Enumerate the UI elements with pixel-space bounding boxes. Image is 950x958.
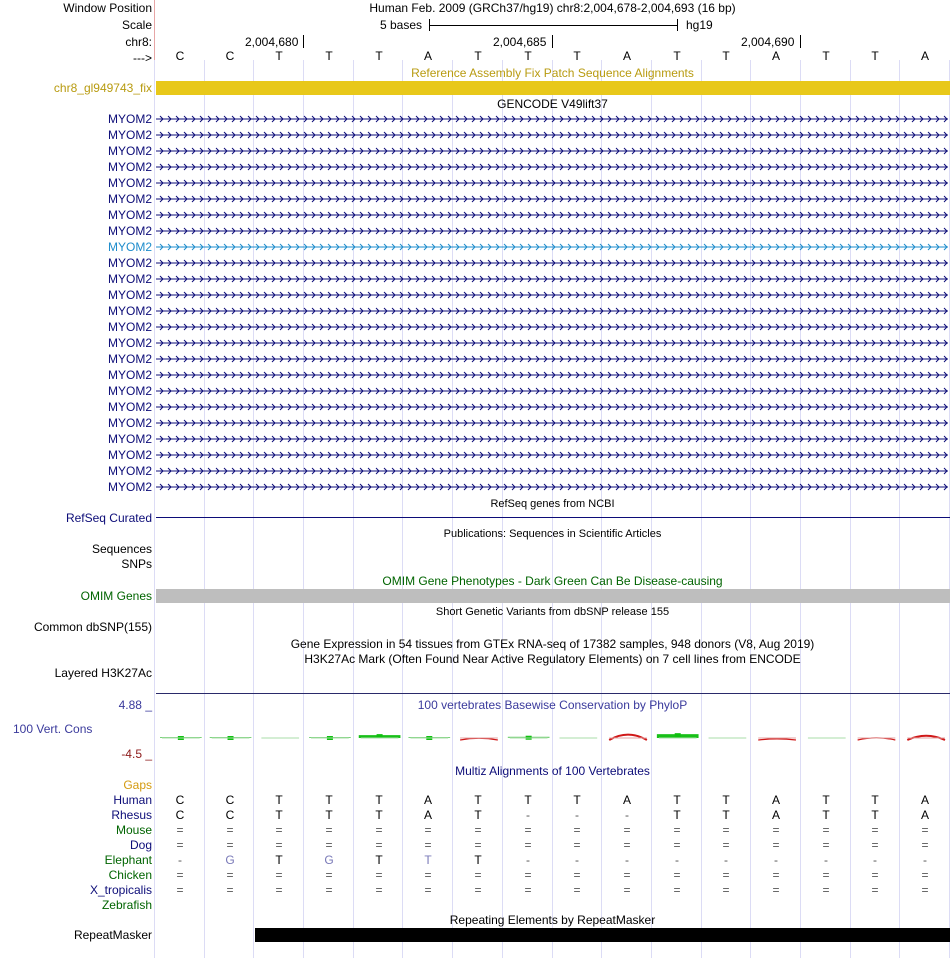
multiz-species-label[interactable]: Human (113, 793, 152, 807)
multiz-title[interactable]: Multiz Alignments of 100 Vertebrates (455, 764, 650, 778)
multiz-base: - (873, 853, 877, 867)
gencode-gene-line[interactable] (156, 387, 948, 395)
multiz-species-label[interactable]: Elephant (104, 853, 152, 867)
multiz-species-label[interactable]: Zebrafish (101, 898, 152, 912)
multiz-base: = (623, 868, 631, 882)
multiz-base: = (722, 838, 730, 852)
multiz-base: A (622, 793, 631, 807)
multiz-base: = (573, 838, 581, 852)
h3k27ac-label[interactable]: Layered H3K27Ac (54, 666, 152, 680)
multiz-base: - (575, 808, 579, 822)
gencode-gene-label[interactable]: MYOM2 (107, 400, 152, 414)
multiz-base: = (871, 868, 879, 882)
phylop-title[interactable]: 100 vertebrates Basewise Conservation by PhyloP (417, 698, 688, 712)
multiz-base: = (673, 838, 681, 852)
multiz-base: = (772, 868, 780, 882)
multiz-species-label[interactable]: Rhesus (111, 808, 152, 822)
tick-label: 2,004,690 (741, 35, 795, 49)
multiz-base: - (675, 853, 679, 867)
gencode-gene-line[interactable] (156, 403, 948, 411)
multiz-base: - (625, 808, 629, 822)
chrom-label: chr8: (125, 35, 152, 49)
multiz-base: A (771, 808, 780, 822)
tick-label: 2,004,685 (493, 35, 547, 49)
base-letter: A (622, 49, 631, 63)
multiz-base: T (275, 853, 283, 867)
multiz-base: = (524, 883, 532, 897)
multiz-base: = (375, 823, 383, 837)
phylop-min-label: -4.5 _ (121, 747, 152, 761)
base-letter: T (474, 49, 482, 63)
pubs-snps-label[interactable]: SNPs (121, 557, 152, 571)
multiz-base: = (921, 868, 929, 882)
multiz-base: = (275, 883, 283, 897)
gencode-gene-label[interactable]: MYOM2 (107, 128, 152, 142)
tick-mark (800, 35, 801, 48)
gencode-gene-line[interactable] (156, 339, 948, 347)
multiz-base: A (771, 793, 780, 807)
multiz-base: = (524, 868, 532, 882)
multiz-base: - (824, 853, 828, 867)
multiz-base: = (226, 823, 234, 837)
phylop-negative-score (609, 735, 647, 740)
gencode-gene-label[interactable]: MYOM2 (107, 304, 152, 318)
multiz-base: = (673, 883, 681, 897)
multiz-base: = (921, 883, 929, 897)
gencode-gene-label[interactable]: MYOM2 (107, 256, 152, 270)
multiz-base: = (772, 838, 780, 852)
multiz-base: A (920, 793, 929, 807)
gencode-gene-line[interactable] (156, 483, 948, 491)
multiz-base: T (275, 808, 283, 822)
tick-mark (552, 35, 553, 48)
multiz-base: = (722, 883, 730, 897)
multiz-base: - (526, 808, 530, 822)
multiz-base: T (424, 853, 432, 867)
multiz-base: = (524, 838, 532, 852)
gencode-gene-label[interactable]: MYOM2 (107, 480, 152, 494)
gencode-gene-label[interactable]: MYOM2 (107, 384, 152, 398)
gencode-gene-label[interactable]: MYOM2 (107, 160, 152, 174)
multiz-base: T (375, 853, 383, 867)
multiz-base: = (226, 883, 234, 897)
gencode-gene-line[interactable] (156, 131, 948, 139)
phylop-max-label: 4.88 _ (118, 698, 152, 712)
gencode-gene-line[interactable] (156, 419, 948, 427)
tick-label: 2,004,680 (245, 35, 299, 49)
repeatmasker-title[interactable]: Repeating Elements by RepeatMasker (449, 913, 656, 927)
fix-patch-bar[interactable] (156, 81, 950, 95)
gencode-gene-label[interactable]: MYOM2 (107, 320, 152, 334)
multiz-base: = (275, 868, 283, 882)
phylop-negative-score (460, 738, 498, 740)
gencode-gene-line[interactable] (156, 451, 948, 459)
multiz-base: T (474, 808, 482, 822)
gencode-gene-line[interactable] (156, 323, 948, 331)
multiz-base: T (822, 793, 830, 807)
gencode-gene-line[interactable] (156, 275, 948, 283)
gencode-gene-label[interactable]: MYOM2 (107, 224, 152, 238)
multiz-base: = (822, 838, 830, 852)
multiz-species-label[interactable]: Chicken (108, 868, 152, 882)
multiz-base: = (573, 868, 581, 882)
gencode-gene-line[interactable] (156, 147, 948, 155)
multiz-base: C (175, 808, 185, 822)
multiz-base: - (575, 853, 579, 867)
window-position-text: Human Feb. 2009 (GRCh37/hg19) chr8:2,004,678-2,004,693 (16 bp) (369, 1, 736, 15)
tick-mark (303, 35, 304, 48)
multiz-base: G (225, 853, 235, 867)
multiz-base: C (225, 808, 235, 822)
repeatmasker-element[interactable] (255, 928, 950, 942)
omim-label[interactable]: OMIM Genes (80, 589, 152, 603)
multiz-base: T (573, 793, 581, 807)
multiz-base: = (623, 838, 631, 852)
multiz-base: = (176, 883, 184, 897)
base-letter: T (325, 49, 333, 63)
phylop-score-mark (675, 733, 681, 737)
refseq-gene-line[interactable] (156, 517, 950, 518)
strand-label: ---> (133, 51, 152, 65)
base-letter: T (722, 49, 730, 63)
multiz-base: C (225, 793, 235, 807)
multiz-species-label[interactable]: Dog (129, 838, 152, 852)
multiz-base: T (524, 793, 532, 807)
base-letter: T (375, 49, 383, 63)
refseq-label[interactable]: RefSeq Curated (65, 511, 152, 525)
fix-patch-label[interactable]: chr8_gl949743_fix (53, 81, 152, 95)
gencode-gene-label[interactable]: MYOM2 (107, 288, 152, 302)
base-letter: T (275, 49, 283, 63)
multiz-base: = (176, 823, 184, 837)
multiz-base: = (275, 838, 283, 852)
gtex-title[interactable]: Gene Expression in 54 tissues from GTEx RNA-seq of 17382 samples, 948 donors (V8, Aug 2019) (290, 637, 815, 651)
gencode-gene-line[interactable] (156, 435, 948, 443)
multiz-base: T (673, 808, 681, 822)
multiz-base: = (722, 823, 730, 837)
multiz-base: = (474, 823, 482, 837)
multiz-base: = (573, 883, 581, 897)
assembly-label: hg19 (686, 18, 713, 32)
multiz-species-label[interactable]: X_tropicalis (89, 883, 152, 897)
multiz-base: - (724, 853, 728, 867)
multiz-base: T (673, 793, 681, 807)
multiz-base: = (375, 868, 383, 882)
gencode-gene-label[interactable]: MYOM2 (107, 144, 152, 158)
multiz-base: A (920, 808, 929, 822)
multiz-base: - (178, 853, 182, 867)
multiz-base: - (526, 853, 530, 867)
multiz-base: = (424, 883, 432, 897)
multiz-base: T (722, 793, 730, 807)
multiz-base: = (325, 883, 333, 897)
gencode-gene-label[interactable]: MYOM2 (107, 432, 152, 446)
multiz-base: = (524, 823, 532, 837)
multiz-base: = (871, 883, 879, 897)
multiz-base: = (673, 868, 681, 882)
omim-bar[interactable] (156, 589, 950, 603)
phylop-negative-score (758, 739, 796, 740)
multiz-base: = (474, 838, 482, 852)
gencode-gene-label[interactable]: MYOM2 (107, 272, 152, 286)
multiz-base: - (923, 853, 927, 867)
phylop-label[interactable]: 100 Vert. Cons (13, 722, 93, 736)
multiz-base: = (375, 883, 383, 897)
gencode-gene-label[interactable]: MYOM2 (107, 336, 152, 350)
multiz-base: = (474, 883, 482, 897)
base-letter: T (573, 49, 581, 63)
gencode-gene-line[interactable] (156, 195, 948, 203)
omim-title[interactable]: OMIM Gene Phenotypes - Dark Green Can Be Disease-causing (382, 574, 723, 588)
gencode-gene-line[interactable] (156, 259, 948, 267)
multiz-base: = (722, 868, 730, 882)
base-letter: A (423, 49, 432, 63)
scale-label: Scale (121, 18, 152, 32)
window-position-label: Window Position (63, 1, 152, 15)
multiz-base: - (625, 853, 629, 867)
pubs-sequences-label[interactable]: Sequences (91, 542, 152, 556)
scale-bar (429, 19, 678, 31)
gencode-title[interactable]: GENCODE V49lift37 (497, 97, 608, 111)
multiz-base: = (573, 823, 581, 837)
gencode-gene-label[interactable]: MYOM2 (107, 448, 152, 462)
multiz-base: = (623, 883, 631, 897)
multiz-base: = (623, 823, 631, 837)
gencode-gene-line[interactable] (156, 291, 948, 299)
gencode-gene-line[interactable] (156, 467, 948, 475)
multiz-base: = (325, 823, 333, 837)
base-letter: A (920, 49, 929, 63)
dbsnp-title[interactable]: Short Genetic Variants from dbSNP release 155 (435, 606, 670, 618)
gencode-gene-line[interactable] (156, 243, 948, 251)
gencode-gene-line[interactable] (156, 211, 948, 219)
multiz-base: = (474, 868, 482, 882)
gencode-gene-label[interactable]: MYOM2 (107, 112, 152, 126)
multiz-base: = (921, 838, 929, 852)
multiz-base: = (424, 868, 432, 882)
gencode-gene-line[interactable] (156, 371, 948, 379)
multiz-base: = (772, 823, 780, 837)
multiz-base: T (275, 793, 283, 807)
multiz-base: = (375, 838, 383, 852)
fix-patch-title[interactable]: Reference Assembly Fix Patch Sequence Alignments (411, 66, 694, 80)
multiz-base: = (921, 823, 929, 837)
multiz-base: = (772, 883, 780, 897)
dbsnp-label[interactable]: Common dbSNP(155) (33, 620, 152, 634)
multiz-base: T (474, 793, 482, 807)
base-letter: C (225, 49, 235, 63)
base-letter: C (175, 49, 185, 63)
gencode-gene-label[interactable]: MYOM2 (107, 240, 152, 254)
gencode-gene-line[interactable] (156, 355, 948, 363)
multiz-base: = (871, 823, 879, 837)
gencode-gene-label[interactable]: MYOM2 (107, 416, 152, 430)
repeatmasker-label[interactable]: RepeatMasker (73, 928, 152, 942)
phylop-plot[interactable] (156, 710, 950, 760)
gencode-gene-label[interactable]: MYOM2 (107, 176, 152, 190)
multiz-base: = (275, 823, 283, 837)
multiz-base: T (325, 793, 333, 807)
multiz-base: = (822, 883, 830, 897)
multiz-base: = (325, 868, 333, 882)
publications-title[interactable]: Publications: Sequences in Scientific Articles (443, 528, 662, 540)
multiz-base: = (176, 838, 184, 852)
base-letter: T (524, 49, 532, 63)
base-letter: T (673, 49, 681, 63)
gencode-gene-line[interactable] (156, 179, 948, 187)
multiz-base: = (822, 868, 830, 882)
gencode-gene-line[interactable] (156, 307, 948, 315)
h3k27ac-title[interactable]: H3K27Ac Mark (Often Found Near Active Regulatory Elements) on 7 cell lines from ENCODE (304, 652, 801, 666)
multiz-base: G (324, 853, 334, 867)
h3k27ac-baseline (156, 693, 950, 694)
gencode-gene-label[interactable]: MYOM2 (107, 208, 152, 222)
gencode-gene-label[interactable]: MYOM2 (107, 464, 152, 478)
scale-text: 5 bases (380, 18, 423, 32)
multiz-base: = (424, 838, 432, 852)
base-letter: T (871, 49, 879, 63)
multiz-base: T (325, 808, 333, 822)
gencode-gene-label[interactable]: MYOM2 (107, 192, 152, 206)
multiz-base: = (226, 868, 234, 882)
gencode-gene-line[interactable] (156, 163, 948, 171)
gencode-gene-line[interactable] (156, 227, 948, 235)
multiz-base: = (424, 823, 432, 837)
base-letter: A (771, 49, 780, 63)
gencode-gene-line[interactable] (156, 115, 948, 123)
multiz-base: T (375, 793, 383, 807)
multiz-base: A (423, 793, 432, 807)
multiz-base: = (673, 823, 681, 837)
base-letter: T (822, 49, 830, 63)
multiz-base: = (226, 838, 234, 852)
multiz-base: T (822, 808, 830, 822)
multiz-base: = (871, 838, 879, 852)
multiz-gaps-label[interactable]: Gaps (123, 778, 152, 792)
gencode-gene-label[interactable]: MYOM2 (107, 368, 152, 382)
multiz-base: T (871, 793, 879, 807)
multiz-base: T (722, 808, 730, 822)
multiz-base: T (474, 853, 482, 867)
multiz-base: = (325, 838, 333, 852)
multiz-base: T (375, 808, 383, 822)
multiz-base: - (774, 853, 778, 867)
gencode-gene-label[interactable]: MYOM2 (107, 352, 152, 366)
multiz-species-label[interactable]: Mouse (115, 823, 152, 837)
multiz-base: C (175, 793, 185, 807)
refseq-title[interactable]: RefSeq genes from NCBI (490, 498, 615, 510)
multiz-base: T (871, 808, 879, 822)
multiz-base: A (423, 808, 432, 822)
multiz-base: = (822, 823, 830, 837)
multiz-base: = (176, 868, 184, 882)
